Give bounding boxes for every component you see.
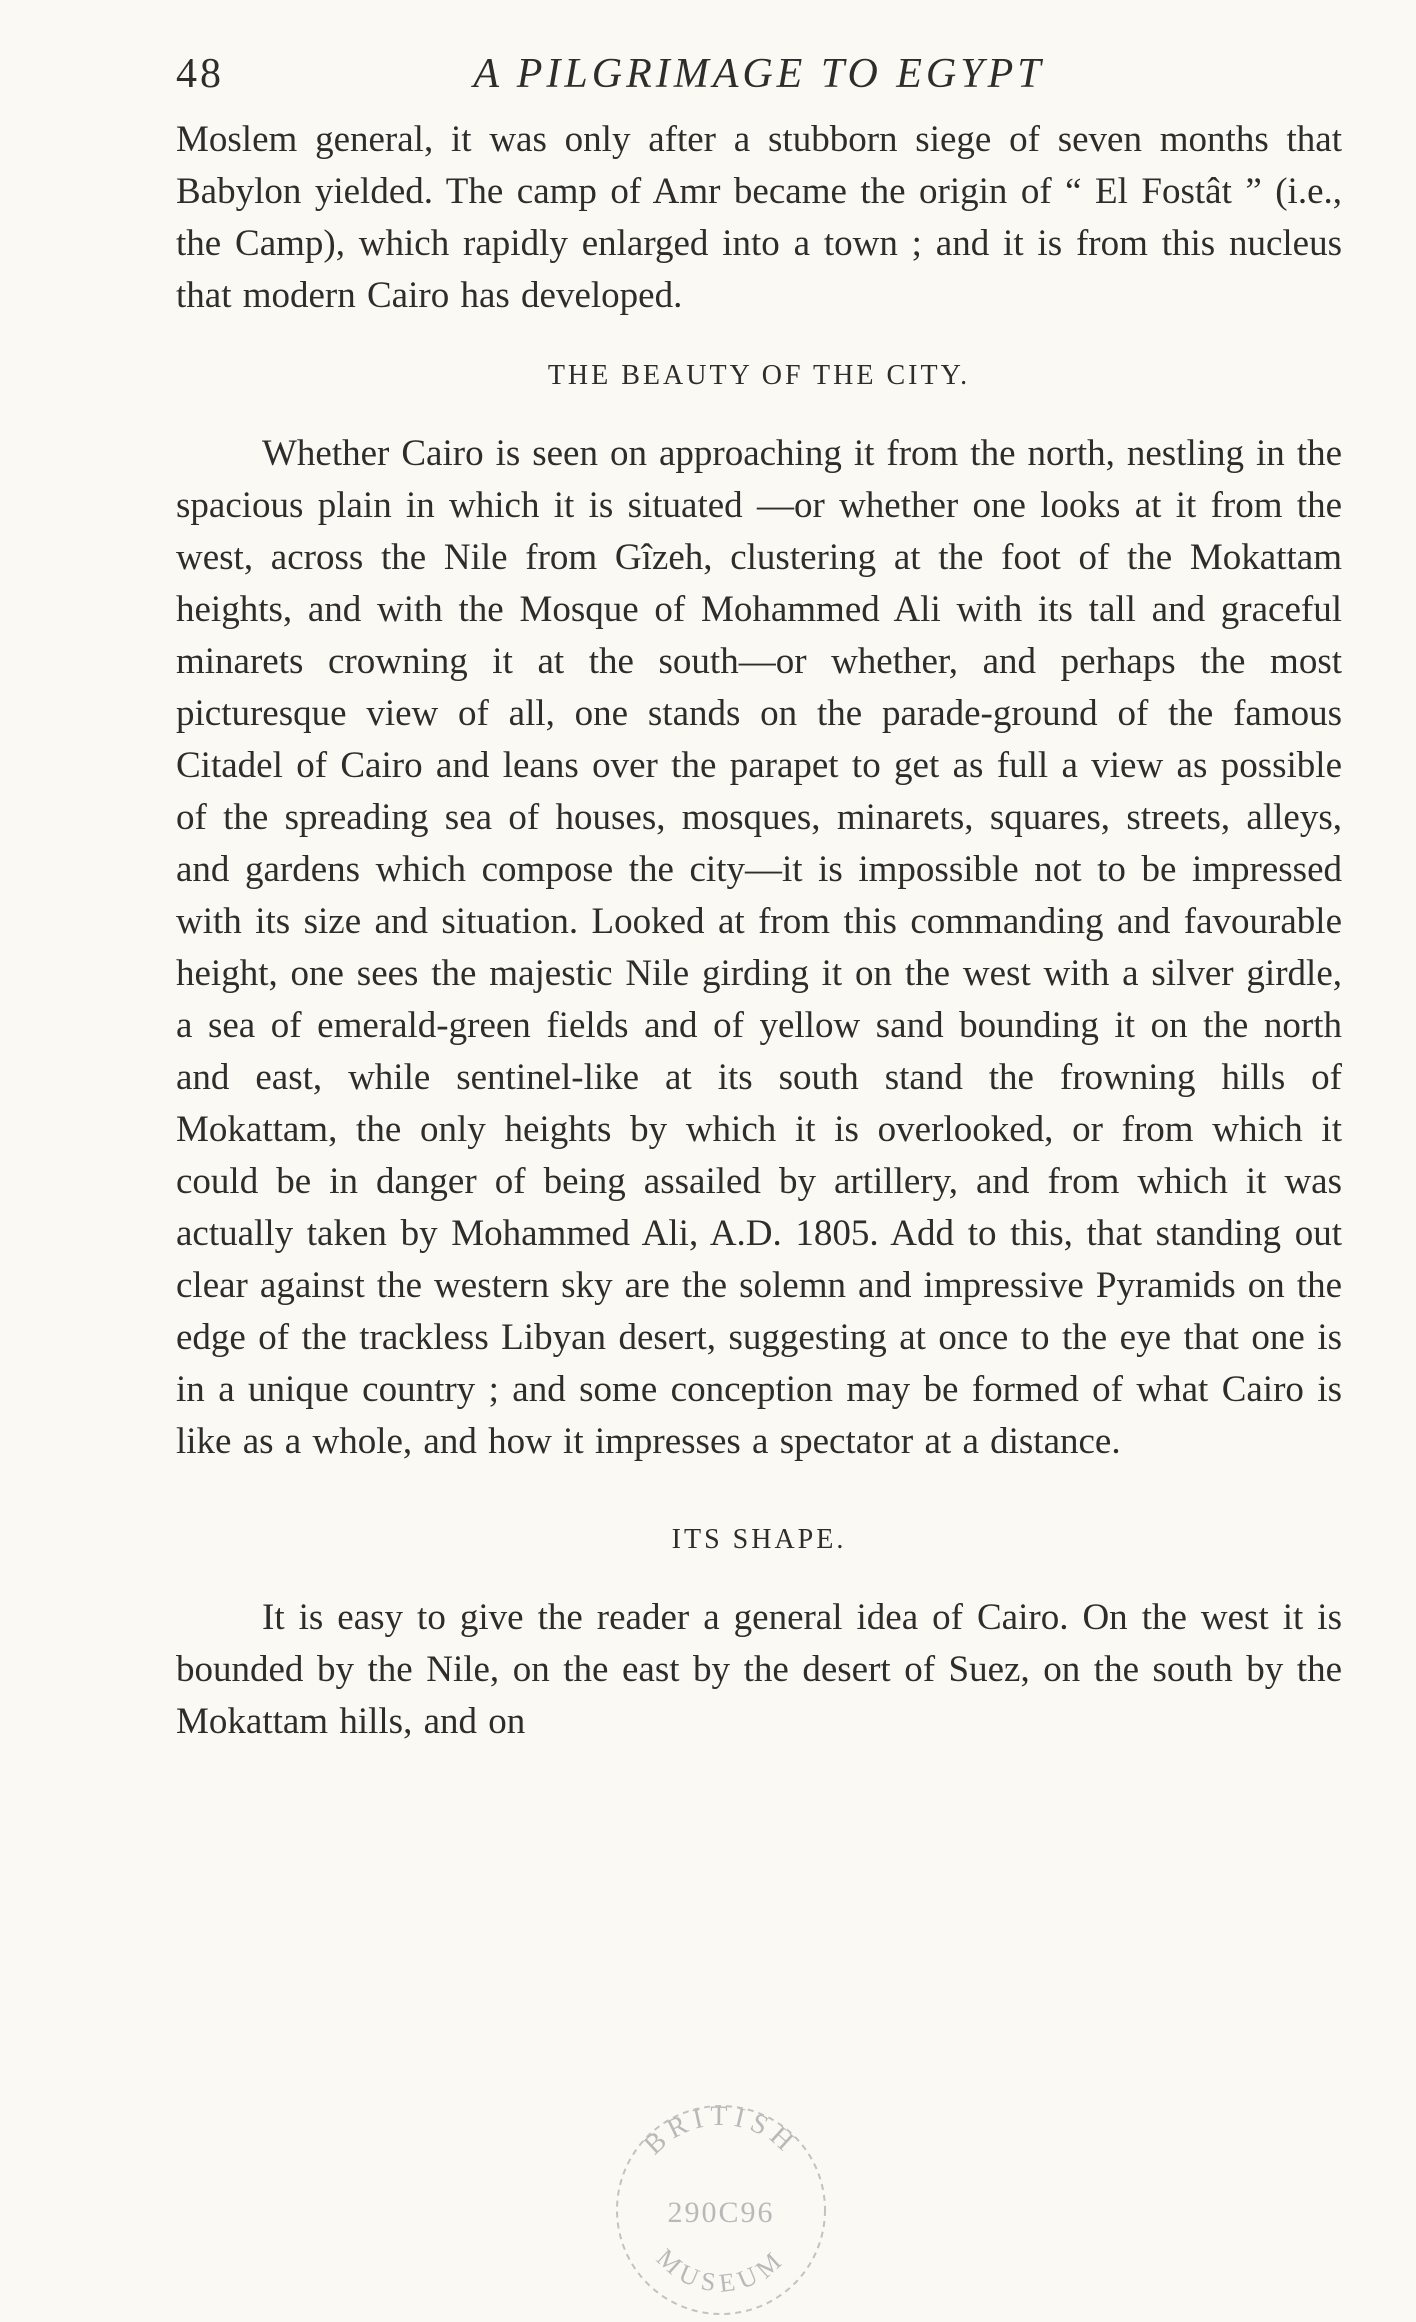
stamp-number: 290C96 [667,2196,775,2229]
section-heading-shape: ITS SHAPE. [671,1524,847,1555]
page-number: 48 [176,51,224,97]
stamp-top-text: BRITISH [638,2100,804,2161]
paragraph-3: It is easy to give the reader a general idea of Cairo. On the west it is bounded by the Nile, on the east by the desert of Suez, on the south by the Mokattam hills, and on [176,1597,1342,1742]
running-head [176,44,1342,114]
svg-text:BRITISH [638,2101,804,2161]
paragraph-1: Moslem general, it was only after a stubborn siege of seven months that Babylon yielded. The camp of Amr became the origin of “ El Fostât ” (i.e., the Camp), which rapidly enlarged into a town ; and it is from this nucleus that modern Cairo has developed. [176,119,1342,316]
section-heading-beauty: THE BEAUTY OF THE CITY. [547,360,971,391]
svg-text:MUSEUM [651,2243,791,2298]
stamp-bottom-text: MUSEUM [650,2243,792,2298]
paragraph-2: Whether Cairo is seen on approaching it from the north, nestling in the spacious plain in which it is situated —or whether one looks at it from the west, across the Nile from Gîzeh, clustering at the foot of the Mokattam heights, and with the Mosque of Mohammed Ali with its tall and graceful minarets crowning it at the south—or whether, and perhaps the most picturesque view of all, one stands on the parade-ground of the famous Citadel of Cairo and leans over the parapet to get as full a view as possible of the spreading sea of houses, mosques, minarets, squares, streets, alleys, and gardens which compose the city—it is impossible not to be impressed with its size and situation. Looked at from this commanding and favourable height, one sees the majestic Nile girding it on the west with a silver girdle, a sea of emerald-green fields and of yellow sand bounding it on the north and east, while sentinel-like at its south stand the frowning hills of Mokattam, the only heights by which it is overlooked, or from which it could be in danger of being assailed by artillery, and from which it was actually taken by Mohammed Ali, A.D. 1805. Add to this, that standing out clear against the western sky are the solemn and impressive Pyramids on the edge of the trackless Libyan desert, suggesting at once to the eye that one is in a unique country ; and some conception may be formed of what Cairo is like as a whole, and how it impresses a spectator at a distance. [176,433,1342,1462]
book-page [176,44,1342,1748]
library-stamp [606,2098,836,2318]
running-title: A PILGRIMAGE TO EGYPT [473,51,1045,97]
